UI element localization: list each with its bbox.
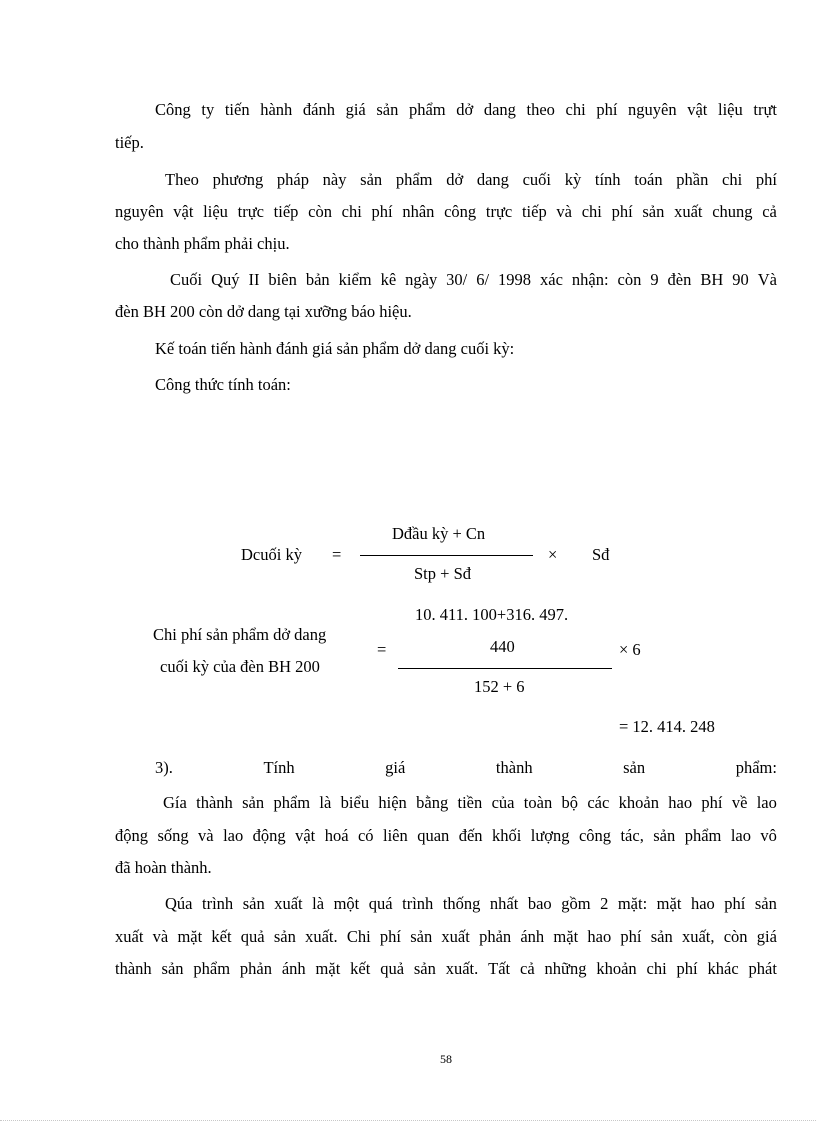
calc-result: = 12. 414. 248 (619, 717, 715, 736)
word: giá (385, 758, 406, 777)
calc-numerator-line2: 440 (490, 637, 515, 656)
word: 90 (732, 270, 749, 289)
calc-times-factor: × 6 (619, 640, 641, 659)
word: về (731, 793, 748, 812)
word: nhận: (571, 270, 609, 289)
word: lao (223, 826, 244, 845)
section-heading (155, 758, 777, 778)
word: phí (724, 894, 746, 913)
word: phí (379, 927, 401, 946)
word: ánh (281, 959, 306, 978)
word: thành (115, 959, 152, 978)
word: xuất. (305, 927, 338, 946)
word: kiểm (338, 270, 372, 289)
formula-lhs: Dcuối kỳ (241, 545, 302, 564)
word: phí (755, 170, 777, 189)
word: chi (646, 959, 667, 978)
word: mặt: (617, 894, 648, 913)
word: xuất (115, 927, 144, 946)
word: trình (402, 894, 434, 913)
word: tiếp (273, 202, 299, 221)
word: gồm (561, 894, 591, 913)
p6-line1 (163, 793, 777, 813)
word: phí (620, 927, 642, 946)
p1-line1 (155, 100, 777, 120)
p3-line2: đèn BH 200 còn dở dang tại xưỡng báo hiệu. (115, 302, 412, 321)
word: nhất (489, 894, 519, 913)
word: liệu (718, 100, 743, 119)
p5-formula-intro: Công thức tính toán: (155, 375, 291, 394)
word: kết (350, 959, 371, 978)
word: phí (371, 202, 393, 221)
word: phát (748, 959, 777, 978)
word: trựt (753, 100, 777, 119)
word: bao (527, 894, 552, 913)
word: trình (202, 894, 234, 913)
formula-fraction-bar (360, 555, 533, 556)
word: còn (308, 202, 332, 221)
word: dang (483, 100, 516, 119)
page-bottom-edge (0, 1120, 816, 1121)
word: phí (701, 793, 723, 812)
word: phẩm (273, 793, 311, 812)
word: đèn (667, 270, 692, 289)
word: hao (587, 927, 612, 946)
word: khoản (618, 793, 659, 812)
word: giá (345, 100, 366, 119)
word: quá (368, 894, 393, 913)
word: kê (380, 270, 397, 289)
word: lao (756, 793, 777, 812)
word: sản (360, 170, 383, 189)
word: xuất (674, 202, 703, 221)
word: phẩm (395, 170, 433, 189)
word: mặt (315, 959, 341, 978)
word: BH (700, 270, 724, 289)
formula-equals: = (332, 545, 342, 564)
calc-equals: = (377, 640, 387, 659)
word: chung (712, 202, 753, 221)
formula-denominator: Stp + Sđ (414, 564, 471, 583)
p2-line1 (165, 170, 777, 190)
word: quả (380, 959, 405, 978)
word: tính (594, 170, 621, 189)
word: cả (762, 202, 777, 221)
word: cả (520, 959, 535, 978)
word: và (556, 202, 572, 221)
word: động (115, 826, 148, 845)
word: khác (707, 959, 739, 978)
word: sống (157, 826, 189, 845)
word: 9 (650, 270, 659, 289)
word: sản (242, 793, 265, 812)
word: liên (383, 826, 408, 845)
word: biểu (340, 793, 370, 812)
p1-line2: tiếp. (115, 133, 144, 152)
word: Theo (165, 170, 199, 189)
word: tiếp (521, 202, 547, 221)
calc-label-line1: Chi phí sản phẩm dở dang (153, 625, 327, 644)
word: phần (676, 170, 709, 189)
word: dở (456, 100, 474, 119)
word: ty (201, 100, 215, 119)
word: theo (526, 100, 555, 119)
word: bằng (416, 793, 449, 812)
word: vô (760, 826, 777, 845)
word: vật (295, 826, 316, 845)
calc-fraction-bar (398, 668, 612, 669)
word: trực (485, 202, 513, 221)
word: chi (565, 100, 586, 119)
p2-line3: cho thành phẩm phải chịu. (115, 234, 290, 253)
word: hành (260, 100, 293, 119)
word: của (491, 793, 515, 812)
word: tác, (620, 826, 644, 845)
calc-denominator: 152 + 6 (474, 677, 525, 696)
word: những (544, 959, 587, 978)
p2-line2 (115, 202, 777, 222)
word: Qúa (165, 894, 193, 913)
word: tiến (224, 100, 250, 119)
word: sản (413, 959, 436, 978)
word: 6/ (476, 270, 490, 289)
word: biên (268, 270, 297, 289)
word: bộ (561, 793, 579, 812)
word: ánh (520, 927, 545, 946)
word: sản (754, 894, 777, 913)
word: phẩm (408, 100, 446, 119)
formula-numerator: Dđầu kỳ + Cn (392, 524, 486, 543)
word: một (333, 894, 360, 913)
word: sản (653, 826, 676, 845)
word: động (252, 826, 286, 845)
word: khoản (596, 959, 637, 978)
word: vật (687, 100, 708, 119)
word: vật (173, 202, 194, 221)
word: các (587, 793, 610, 812)
word: nguyên (628, 100, 677, 119)
page-number: 58 (440, 1052, 452, 1066)
word: sản (623, 758, 646, 777)
word: phẩm (684, 826, 722, 845)
word: phẩm: (735, 758, 777, 777)
word: cuối (522, 170, 552, 189)
word: và (152, 927, 169, 946)
word: 1998 (498, 270, 532, 289)
word: hiện (378, 793, 407, 812)
word: Công (155, 100, 191, 119)
formula-times: × (548, 545, 558, 564)
calc-numerator-line1: 10. 411. 100+316. 497. (415, 605, 569, 624)
word: phí (676, 959, 698, 978)
word: dở (446, 170, 464, 189)
word: giá (756, 927, 777, 946)
word: sản (273, 927, 296, 946)
word: bản (305, 270, 330, 289)
word: là (319, 793, 332, 812)
word: 3). (155, 758, 173, 777)
word: xuất. (445, 959, 479, 978)
word: còn (617, 270, 642, 289)
word: chi (341, 202, 362, 221)
word: Và (757, 270, 777, 289)
word: tiền (457, 793, 483, 812)
word: phí (596, 100, 618, 119)
word: chi (722, 170, 743, 189)
word: Cuối (170, 270, 203, 289)
word: 30/ (446, 270, 468, 289)
word: và (198, 826, 214, 845)
word: Tính (263, 758, 295, 777)
word: sản (650, 927, 673, 946)
word: mặt (177, 927, 203, 946)
word: ngày (405, 270, 438, 289)
word: nhân (402, 202, 435, 221)
word: Chi (346, 927, 371, 946)
word: đến (458, 826, 483, 845)
word: toàn (523, 793, 553, 812)
word: Gía (163, 793, 187, 812)
p7-line1 (165, 894, 777, 914)
word: toán (634, 170, 663, 189)
word: hoá (324, 826, 349, 845)
word: hao (690, 894, 715, 913)
word: khối (491, 826, 522, 845)
word: quả (240, 927, 265, 946)
word: nguyên (115, 202, 164, 221)
word: sản (376, 100, 399, 119)
word: Tất (488, 959, 511, 978)
word: sản (161, 959, 184, 978)
word: quan (417, 826, 450, 845)
word: II (248, 270, 260, 289)
word: thành (196, 793, 233, 812)
word: xuất, (681, 927, 715, 946)
word: pháp (276, 170, 309, 189)
p4: Kế toán tiến hành đánh giá sản phẩm dở dang cuối kỳ: (155, 339, 515, 358)
word: phương (212, 170, 264, 189)
p3-line1 (170, 270, 777, 290)
word: là (312, 894, 325, 913)
word: Quý (211, 270, 240, 289)
word: sản (410, 927, 433, 946)
word: sản (642, 202, 665, 221)
word: phản (239, 959, 272, 978)
word: liệu (203, 202, 228, 221)
formula-factor: Sđ (592, 545, 610, 564)
word: lao (730, 826, 751, 845)
word: còn (723, 927, 748, 946)
word: phí (611, 202, 633, 221)
word: thống (442, 894, 481, 913)
word: phản (479, 927, 512, 946)
word: kết (211, 927, 232, 946)
p6-line2 (115, 826, 777, 846)
word: mặt (656, 894, 682, 913)
word: công (578, 826, 612, 845)
word: hao (668, 793, 693, 812)
calc-label-line2: cuối kỳ của đèn BH 200 (160, 657, 320, 676)
word: dang (476, 170, 509, 189)
word: công (444, 202, 477, 221)
word: này (322, 170, 347, 189)
p7-line2 (115, 927, 777, 947)
word: thành (495, 758, 533, 777)
word: có (357, 826, 374, 845)
word: mặt (553, 927, 579, 946)
word: trực (237, 202, 264, 221)
word: 2 (600, 894, 609, 913)
word: phẩm (193, 959, 231, 978)
word: kỳ (564, 170, 582, 189)
word: xuất (441, 927, 470, 946)
word: lượng (530, 826, 570, 845)
word: sản (242, 894, 265, 913)
word: đánh (302, 100, 335, 119)
word: xuất (274, 894, 303, 913)
p6-line3: đã hoàn thành. (115, 858, 212, 877)
word: xác (540, 270, 563, 289)
p7-line3 (115, 959, 777, 979)
word: chi (581, 202, 602, 221)
